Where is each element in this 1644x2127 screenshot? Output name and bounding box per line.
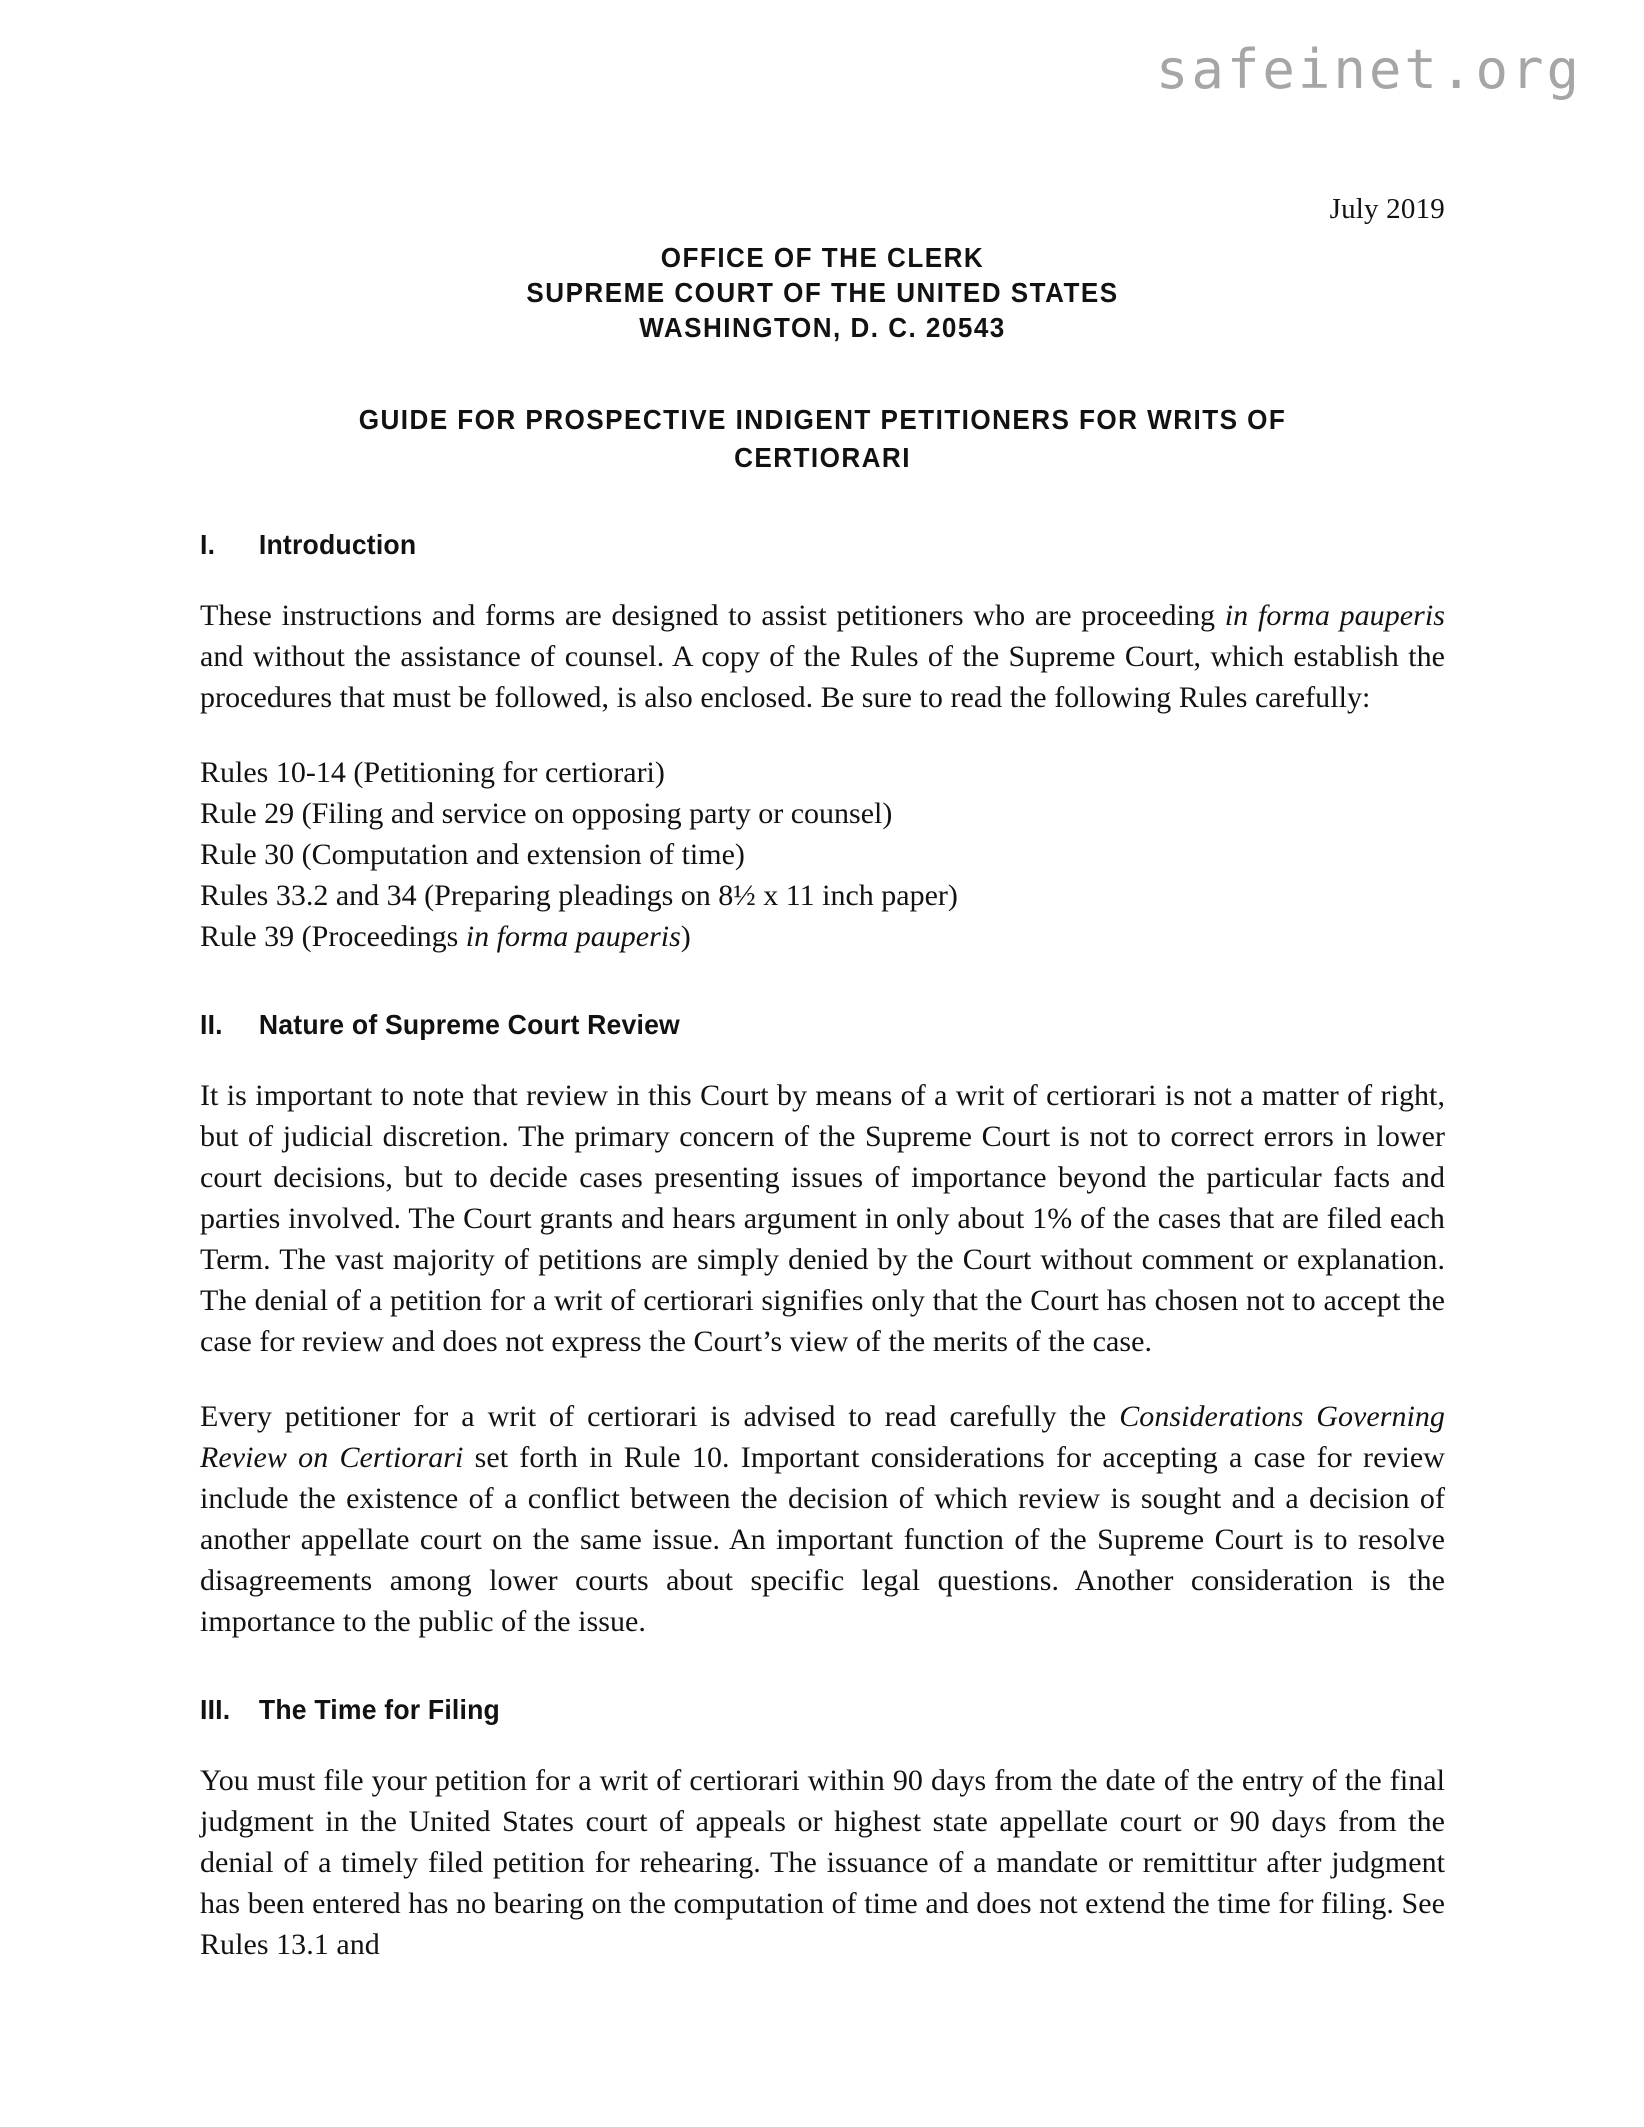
paragraph-nature-2 [200,1396,1445,1642]
office-header-block [200,240,1445,345]
intro-text-part-1: These instructions and forms are designed to assist petitioners who are proceeding [200,599,1225,632]
section-heading-time-for-filing [200,1694,1383,1726]
rules-list-item: Rule 30 (Computation and extension of time) [200,838,745,871]
rules-list-item: Rule 29 (Filing and service on opposing party or counsel) [200,797,893,830]
rules-reading-list [200,752,1445,957]
rules-list-item: Rules 10-14 (Petitioning for certiorari) [200,756,665,789]
rules-list-item [200,916,1445,957]
section-label-time-for-filing: The Time for Filing [258,1694,500,1725]
page-title-line-2: CERTIORARI [734,442,911,473]
section-number-ii: II. [200,1009,223,1040]
office-header-line-3: WASHINGTON, D. C. 20543 [639,312,1006,343]
office-header-line-2: SUPREME COURT OF THE UNITED STATES [526,277,1119,308]
paragraph-time-for-filing: You must file your petition for a writ of certiorari within 90 days from the date of the entry of the final judgment in the United States court of appeals or highest state appellate court or 90 days from the denial of a timely filed petition for rehearing. The issuance of a mandate or remittitur after judgment has been entered has no bearing on the computation of time and does not extend the time for filing. See Rules 13.1 and [200,1764,1445,1961]
rule-39-suffix: ) [680,920,691,953]
section-number-iii: III. [200,1694,231,1725]
section-heading-introduction [200,529,1383,561]
nature-2-part-2: set forth in Rule 10. Important considerations for accepting a case for review include the existence of a conflict between the decision of which review is sought and a decision of another appellate court on the same issue. An important function of the Supreme Court is to resolve disagreements among lower courts about specific legal questions. Another consideration is the importance to the public of the issue. [200,1441,1445,1638]
section-heading-nature-of-review [200,1009,1383,1041]
page-title [231,401,1414,477]
watermark-safeinet-org: safeinet.org [1155,38,1582,101]
section-number-i: I. [200,529,216,560]
paragraph-introduction [200,595,1445,718]
section-label-introduction: Introduction [258,529,417,560]
office-header-line-1: OFFICE OF THE CLERK [660,242,985,273]
rules-list-item: Rules 33.2 and 34 (Preparing pleadings on 8½ x 11 inch paper) [200,879,958,912]
intro-italic-in-forma-pauperis: in forma pauperis [1224,599,1445,632]
document-date: July 2019 [1329,193,1445,225]
nature-2-italic-considerations: Considerations Governing Review on Certiorari [200,1400,1445,1474]
intro-text-part-2: and without the assistance of counsel. A copy of the Rules of the Supreme Court, which establish the procedures that must be followed, is also enclosed. Be sure to read the following Rules carefully: [200,640,1445,714]
section-label-nature-of-review: Nature of Supreme Court Review [258,1009,680,1040]
document-content [200,0,1445,1965]
paragraph-nature-1: It is important to note that review in this Court by means of a writ of certiorari is not a matter of right, but of judicial discretion. The primary concern of the Supreme Court is not to correct errors in lower court decisions, but to decide cases presenting issues of importance beyond the particular facts and parties involved. The Court grants and hears argument in only about 1% of the cases that are filed each Term. The vast majority of petitions are simply denied by the Court without comment or explanation. The denial of a petition for a writ of certiorari signifies only that the Court has chosen not to accept the case for review and does not express the Court’s view of the merits of the case. [200,1079,1445,1358]
nature-2-part-1: Every petitioner for a writ of certiorari is advised to read carefully the [200,1400,1120,1433]
rule-39-italic-in-forma-pauperis: in forma pauperis [465,920,681,953]
rule-39-prefix: Rule 39 (Proceedings [200,920,466,953]
page-title-line-1: GUIDE FOR PROSPECTIVE INDIGENT PETITIONERS FOR WRITS OF [358,404,1287,435]
